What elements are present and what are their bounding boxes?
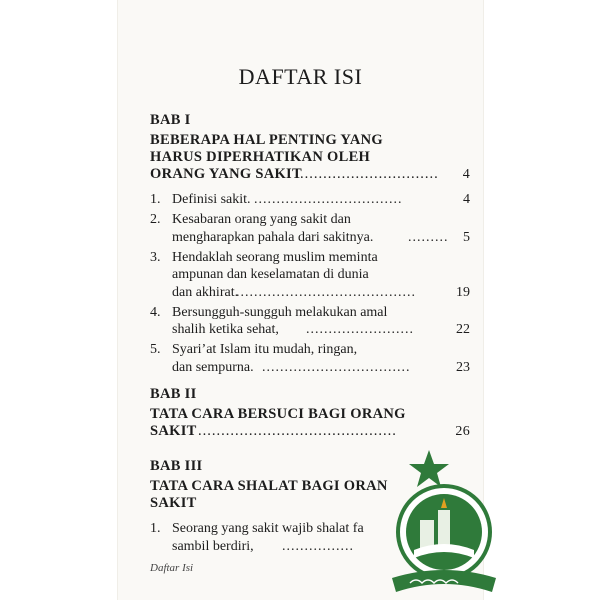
- section-bab-1: [150, 112, 470, 376]
- toc-item[interactable]: 1. Seorang yang sakit wajib shalat fa sambil berdiri, ................: [150, 521, 364, 554]
- section-heading-line: TATA CARA BERSUCI BAGI ORANG: [150, 406, 406, 422]
- toc-item[interactable]: 3. Hendaklah seorang muslim meminta ampunan dan keselamatan di dunia dan akhirat. ........................................ 19: [150, 249, 470, 300]
- page-footer: Daftar Isi: [150, 562, 194, 574]
- section-bab-2: [150, 386, 470, 440]
- page-number: 22: [456, 322, 470, 337]
- toc-item[interactable]: 1. Definisi sakit. ................................. 4: [150, 192, 470, 207]
- section-heading-last-line: ORANG YANG SAKIT .............................. 4: [150, 166, 470, 182]
- section-heading-line: BEBERAPA HAL PENTING YANG: [150, 132, 383, 148]
- page-title: DAFTAR ISI: [238, 64, 363, 89]
- toc-item[interactable]: 2. Kesabaran orang yang sakit dan mengharapkan pahala dari sakitnya. ......... 5: [150, 212, 470, 245]
- page-number: 19: [456, 284, 470, 300]
- publisher-seal-logo: [384, 450, 504, 600]
- page-number: 23: [456, 359, 470, 375]
- section-label: BAB II: [150, 386, 197, 402]
- page-number: 4: [463, 192, 470, 207]
- toc-item[interactable]: 4. Bersungguh-sungguh melakukan amal shalih ketika sehat, ........................ 22: [150, 304, 470, 337]
- section-heading-line: SAKIT: [150, 423, 197, 439]
- page-number: 5: [463, 229, 470, 245]
- page-number: 4: [462, 167, 470, 182]
- section-heading-line: HARUS DIPERHATIKAN OLEH: [150, 149, 371, 165]
- page-number: 26: [455, 424, 470, 439]
- section-label: BAB I: [150, 112, 191, 128]
- toc-item[interactable]: 5. Syari’at Islam itu mudah, ringan, dan sempurna. ................................. 23: [150, 342, 470, 375]
- section-heading-line: ORANG YANG SAKIT: [150, 166, 302, 182]
- section-label: BAB III: [150, 458, 203, 474]
- section-heading-line: SAKIT: [150, 495, 197, 511]
- section-heading-line: TATA CARA SHALAT BAGI ORAN: [150, 478, 388, 494]
- section-heading-last-line: SAKIT ........................................... 26: [150, 423, 470, 439]
